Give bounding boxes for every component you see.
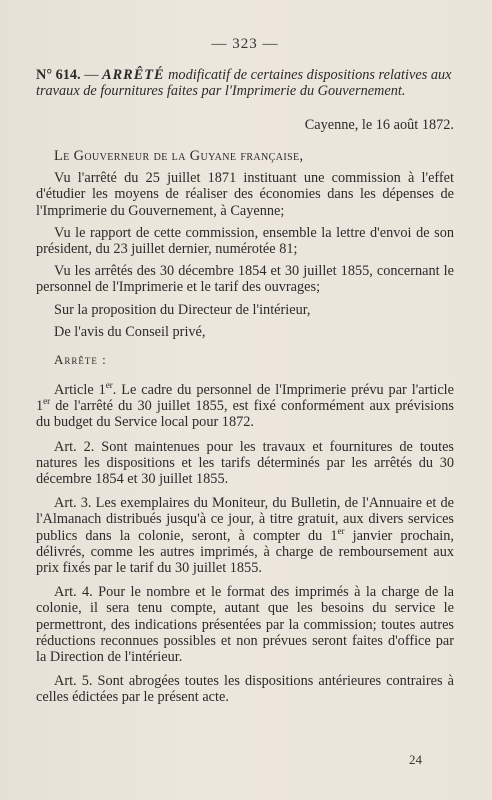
consideration-4: Sur la proposition du Directeur de l'intérieur, — [54, 301, 311, 318]
article-1-sup: er — [105, 380, 113, 391]
authority-line: Le Gouverneur de la Guyane française, — [54, 148, 304, 164]
document-heading — [36, 67, 454, 99]
article-1 — [36, 382, 454, 431]
page-number: — 323 — — [211, 36, 279, 52]
consideration-2: Vu le rapport de cette commission, ensemble la lettre d'envoi de son président, du 23 juillet dernier, numérotée 81; — [36, 224, 454, 258]
article-1-start: Article 1 — [54, 382, 106, 399]
arrete-label: Arrête : — [54, 352, 107, 368]
decree-title: ARRÊTÉ — [102, 67, 165, 83]
article-3 — [36, 495, 454, 576]
signature-mark: 24 — [409, 752, 422, 767]
heading-dash: — — [84, 67, 99, 83]
article-1-mid: . Le cadre du personnel de l'Imprimerie prévu par l'article 1 — [36, 382, 454, 415]
consideration-5: De l'avis du Conseil privé, — [54, 323, 206, 340]
consideration-1: Vu l'arrêté du 25 juillet 1871 instituant une commission à l'effet d'étudier les moyens de réaliser des économies dans les dépenses de l'Imprimerie du Gouvernement, à Cayenne; — [36, 170, 454, 219]
decree-description: modificatif de certaines dispositions relatives aux travaux de fournitures faites par l'Imprimerie du Gouvernement. — [36, 67, 452, 99]
article-2: Art. 2. Sont maintenues pour les travaux et fournitures de toutes natures les dispositions et les tarifs déterminés par les arrêtés du 30 décembre 1854 et 30 juillet 1855. — [36, 438, 454, 488]
article-5: Art. 5. Sont abrogées toutes les dispositions antérieures contraires à celles édictées par le présent acte. — [36, 673, 454, 706]
article-1-end: de l'arrêté du 30 juillet 1855, est fixé conformément aux prévisions du budget du Service local pour 1872. — [36, 398, 454, 431]
article-3-start: Art. 3. Les exemplaires du Moniteur, du Bulletin, de l'Annuaire et de l'Almanach distribués jusqu'à ce jour, à titre gratuit, aux divers services publics dans la colonie, seront, à compter du 1 — [36, 495, 454, 544]
article-3-sup: er — [337, 525, 345, 536]
article-1-sup-2: er — [43, 396, 51, 407]
decree-number: N° 614. — [36, 67, 81, 83]
dateline: Cayenne, le 16 août 1872. — [304, 117, 454, 133]
consideration-3: Vu les arrêtés des 30 décembre 1854 et 30 juillet 1855, concernant le personnel de l'Imprimerie et le tarif des ouvrages; — [36, 263, 454, 296]
article-4: Art. 4. Pour le nombre et le format des imprimés à la charge de la colonie, il sera tenu compte, autant que les besoins du service le permettront, des indications présentées par la commission; toutes autres réductions reconnues possibles et non prévues seront faites d'office par la Direction de l'intérieur. — [36, 584, 454, 666]
article-3-end: janvier prochain, délivrés, comme les autres imprimés, à charge de remboursement aux prix fixés par le tarif du 30 juillet 1855. — [36, 527, 455, 577]
